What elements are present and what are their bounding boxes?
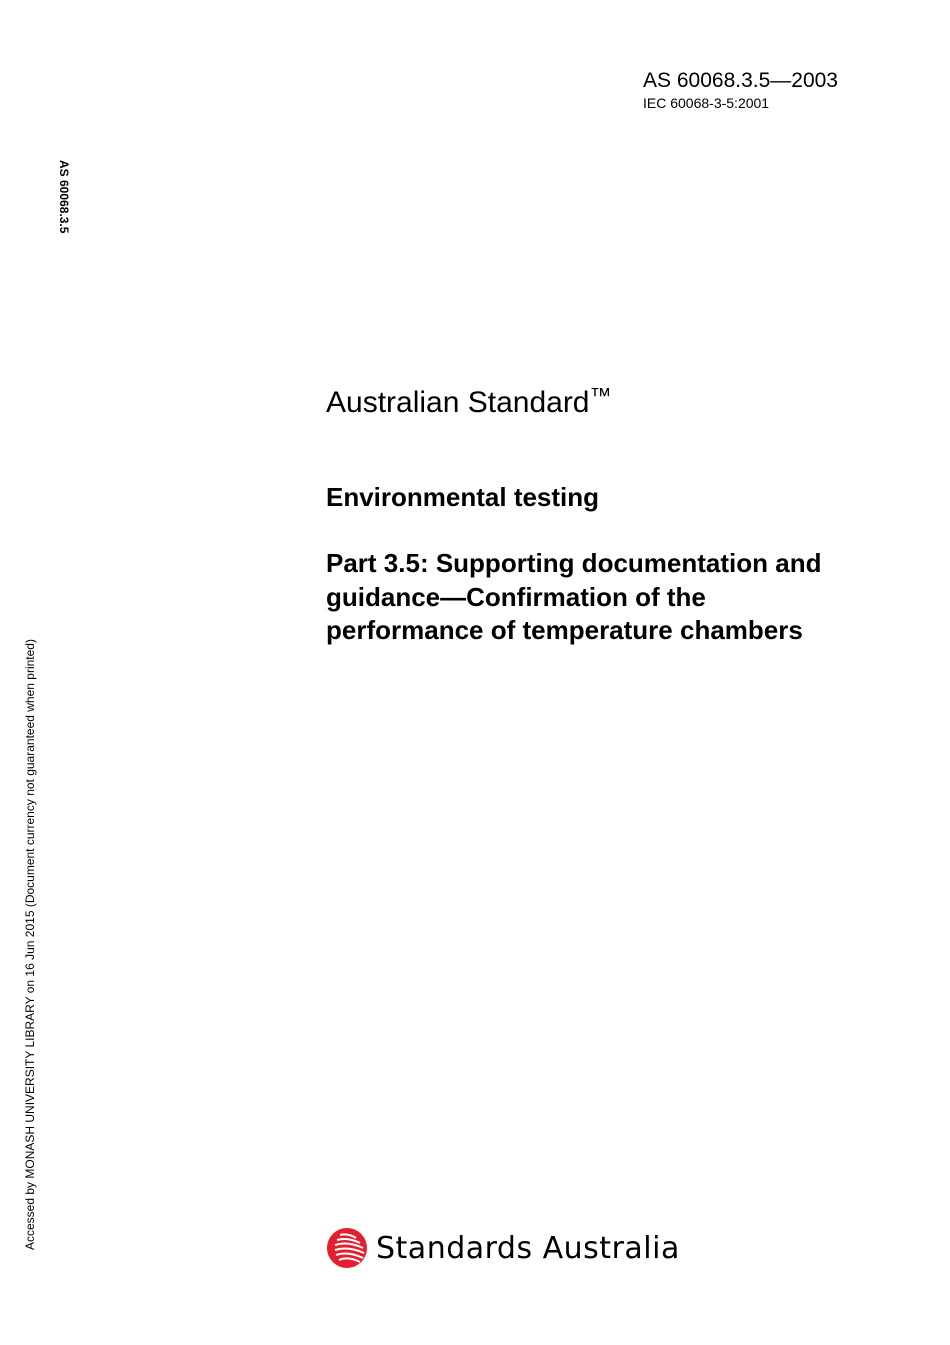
part-title-line: guidance—Confirmation of the bbox=[326, 581, 706, 612]
part-title-line: performance of temperature chambers bbox=[326, 615, 803, 645]
part-title bbox=[326, 547, 926, 648]
iec-number: IEC 60068-3-5:2001 bbox=[643, 95, 770, 111]
document-type-text: Australian Standard bbox=[326, 386, 590, 419]
publisher-name: Standards Australia bbox=[376, 1230, 680, 1266]
trademark-symbol: ™ bbox=[589, 383, 612, 408]
publisher-logo bbox=[326, 1225, 680, 1271]
access-notice bbox=[18, 600, 42, 1250]
document-subject: Environmental testing bbox=[326, 482, 600, 512]
access-notice-text: Accessed by MONASH UNIVERSITY LIBRARY on 16 Jun 2015 (Document currency not guaranteed when printed) bbox=[23, 639, 37, 1250]
part-title-line: Part 3.5: Supporting documentation and bbox=[326, 548, 822, 578]
document-type-title bbox=[326, 378, 612, 421]
standard-number: AS 60068.3.5—2003 bbox=[643, 69, 838, 92]
side-standard-code-text: AS 60068.3.5 bbox=[57, 160, 71, 234]
standards-australia-logo-icon bbox=[326, 1227, 368, 1269]
side-standard-code bbox=[52, 160, 76, 260]
